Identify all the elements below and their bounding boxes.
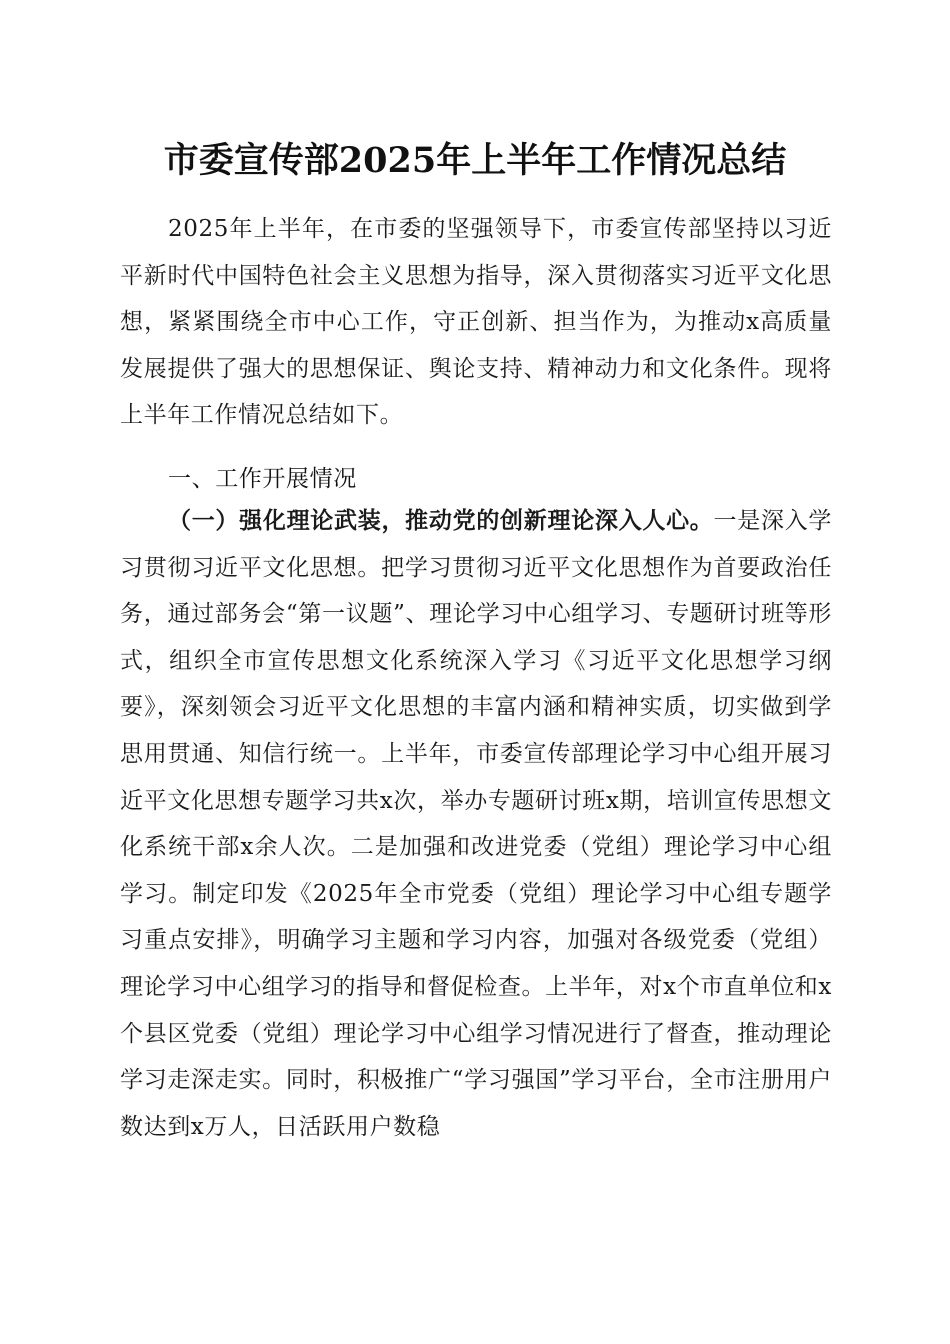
subsection-body: 一是深入学习贯彻习近平文化思想。把学习贯彻习近平文化思想作为首要政治任务，通过部务会“第一议题”、理论学习中心组学习、专题研讨班等形式，组织全市宣传思想文化系统深入学习《习近平文化思想学习纲要》，深刻领会习近平文化思想的丰富内涵和精神实质，切实做到学思用贯通、知信行统一。上半年，市委宣传部理论学习中心组开展习近平文化思想专题学习共x次，举办专题研讨班x期，培训宣传思想文化系统干部x余人次。二是加强和改进党委（党组）理论学习中心组学习。制定印发《2025年全市党委（党组）理论学习中心组专题学习重点安排》，明确学习主题和学习内容，加强对各级党委（党组）理论学习中心组学习的指导和督促检查。上半年，对x个市直单位和x个县区党委（党组）理论学习中心组学习情况进行了督查，推动理论学习走深走实。同时，积极推广“学习强国”学习平台，全市注册用户数达到x万人，日活跃用户数稳 xyxy=(120,508,832,1140)
section-heading: 一、工作开展情况 xyxy=(168,466,357,492)
document-title: 市委宣传部2025年上半年工作情况总结 xyxy=(163,140,787,181)
subsection-lead: （一）强化理论武装，推动党的创新理论深入人心。 xyxy=(168,507,714,534)
subsection-paragraph xyxy=(120,498,832,1150)
intro-paragraph: 2025年上半年，在市委的坚强领导下，市委宣传部坚持以习近平新时代中国特色社会主义思想为指导，深入贯彻落实习近平文化思想，紧紧围绕全市中心工作，守正创新、担当作为，为推动x高质量发展提供了强大的思想保证、舆论支持、精神动力和文化条件。现将上半年工作情况总结如下。 xyxy=(120,216,832,429)
